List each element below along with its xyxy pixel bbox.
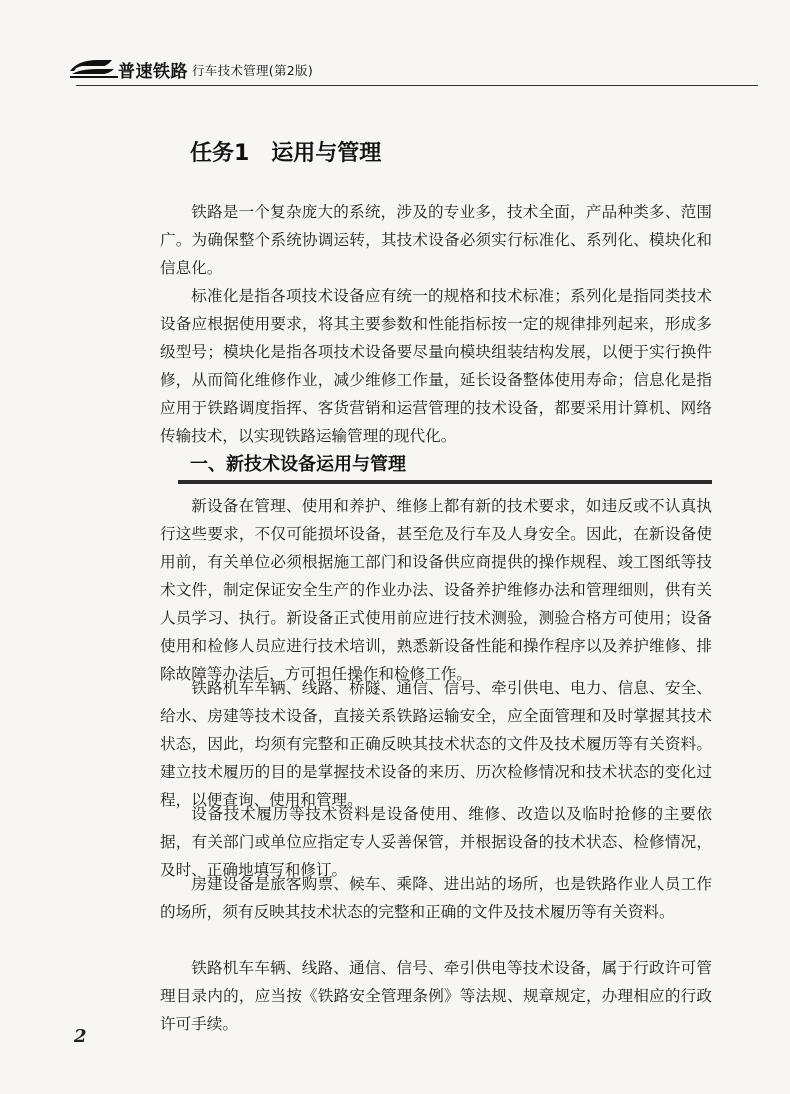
intro-paragraph-1: 铁路是一个复杂庞大的系统，涉及的专业多，技术全面，产品种类多、范围广。为确保整个系统协调运转，其技术设备必须实行标准化、系列化、模块化和信息化。: [160, 203, 712, 277]
section-paragraph-5: 铁路机车车辆、线路、通信、信号、牵引供电等技术设备，属于行政许可管理目录内的，应当按《铁路安全管理条例》等法规、规章规定，办理相应的行政许可手续。: [160, 959, 712, 1033]
train-logo-icon: [68, 57, 120, 79]
section-paragraph-2: 铁路机车车辆、线路、桥隧、通信、信号、牵引供电、电力、信息、安全、给水、房建等技术设备，直接关系铁路运输安全，应全面管理和及时掌握其技术状态，因此，均须有完整和正确反映其技术状态的文件及技术履历等有关资料。建立技术履历的目的是掌握技术设备的来历、历次检修情况和技术状态的变化过程，以便查询、使用和管理。: [160, 679, 712, 809]
intro-paragraph-2: 标准化是指各项技术设备应有统一的规格和技术标准；系列化是指同类技术设备应根据使用要求，将其主要参数和性能指标按一定的规律排列起来，形成多级型号；模块化是指各项技术设备要尽量向模块组装结构发展，以便于实行换件修，从而简化维修作业，减少维修工作量，延长设备整体使用寿命；信息化是指应用于铁路调度指挥、客货营销和运营管理的技术设备，都要采用计算机、网络传输技术，以实现铁路运输管理的现代化。: [160, 287, 712, 445]
running-header: [68, 55, 758, 95]
book-title-bold: 普速铁路: [118, 62, 188, 82]
section-heading-1: [178, 444, 712, 482]
section-paragraph-1: 新设备在管理、使用和养护、维修上都有新的技术要求，如违反或不认真执行这些要求，不仅可能损坏设备，甚至危及行车及人身安全。因此，在新设备使用前，有关单位必须根据施工部门和设备供应商提供的操作规程、竣工图纸等技术文件，制定保证安全生产的作业办法、设备养护维修办法和管理细则，供有关人员学习、执行。新设备正式使用前应进行技术测验，测验合格方可使用；设备使用和检修人员应进行技术培训，熟悉新设备性能和操作程序以及养护维修、排除故障等办法后，方可担任操作和检修工作。: [160, 497, 712, 683]
section-paragraph-4: 房建设备是旅客购票、候车、乘降、进出站的场所，也是铁路作业人员工作的场所，须有反映其技术状态的完整和正确的文件及技术履历等有关资料。: [160, 875, 712, 921]
book-title-subtitle: 行车技术管理(第2版): [192, 63, 314, 78]
section-heading-bar: [178, 480, 712, 484]
task-title: 任务1 运用与管理: [190, 141, 382, 166]
page-number: 2: [74, 1026, 87, 1047]
section-heading-text: 一、新技术设备运用与管理: [190, 454, 406, 475]
section-paragraph-3: 设备技术履历等技术资料是设备使用、维修、改造以及临时抢修的主要依据，有关部门或单位应指定专人妥善保管，并根据设备的技术状态、检修情况，及时、正确地填写和修订。: [160, 805, 712, 879]
header-rule: [76, 85, 758, 86]
